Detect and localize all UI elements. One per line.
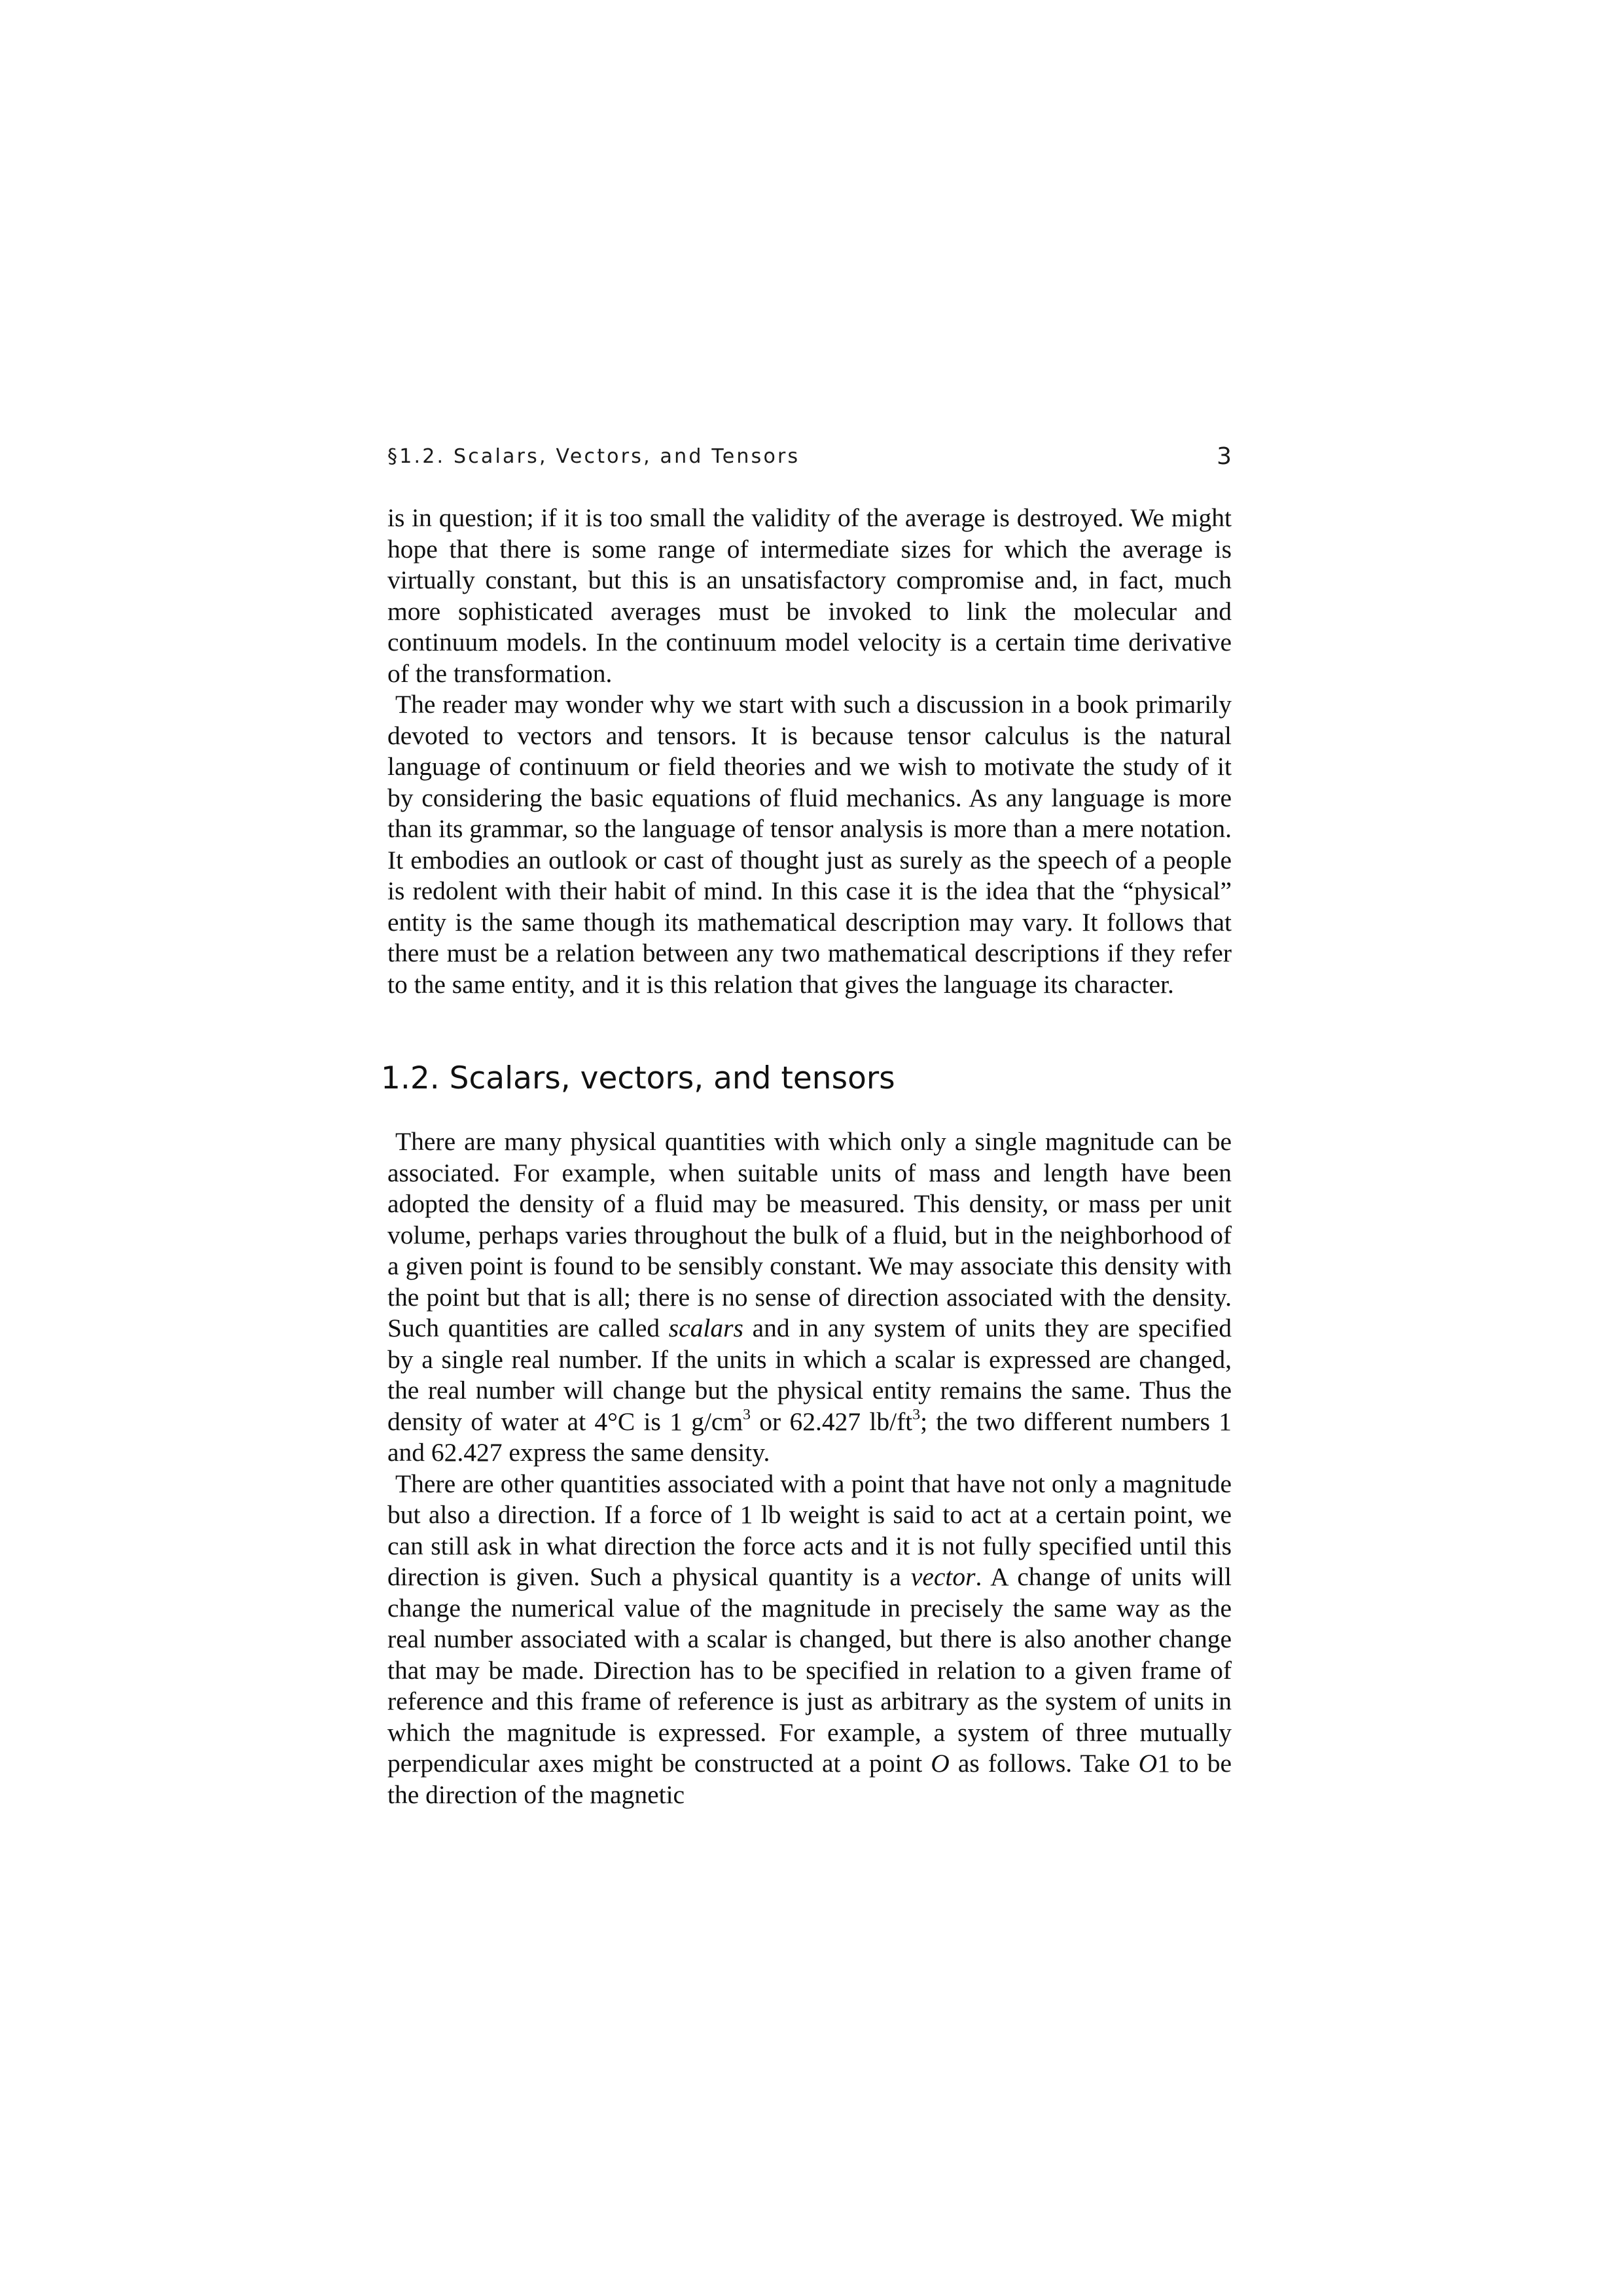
scalars-term: scalars [668, 1314, 743, 1342]
scalars-text-d: ; the two different numbers 1 and 62.427 express the same density. [387, 1407, 1232, 1467]
vector-term: vector [910, 1562, 976, 1591]
vectors-text-a: There are other quantities associated with a point that have not only a magnitude but also a direction. If a force of 1 lb weight is said to act at a certain point, we can still ask in what direction the force acts and it is not fully specified until this direction is given. Such a physical quantity is a [387, 1469, 1232, 1591]
ft-exponent: 3 [912, 1405, 921, 1423]
page-number: 3 [1217, 443, 1232, 470]
paragraph-vectors [387, 1469, 1232, 1811]
point-o-symbol: O [931, 1749, 950, 1778]
vectors-text-b: . A change of units will change the numerical value of the magnitude in precisely the same way as the real number associated with a scalar is changed, but there is also another change that may be made. Direction has to be specified in relation to a given frame of reference and this frame of reference is just as arbitrary as the system of units in which the magnitude is expressed. For example, a system of three mutually perpendicular axes might be constructed at a point [387, 1562, 1232, 1778]
cm-exponent: 3 [743, 1405, 751, 1423]
vectors-text-d: 1 to be the direction of the magnetic [387, 1749, 1232, 1809]
section-heading: 1.2. Scalars, vectors, and tensors [381, 1060, 895, 1096]
paragraph-tensor-language: The reader may wonder why we start with such a discussion in a book primarily devoted to vectors and tensors. It is because tensor calculus is the natural language of continuum or field theories and we wish to motivate the study of it by considering the basic equations of fluid mechanics. As any language is more than its grammar, so the language of tensor analysis is more than a mere notation. It embodies an outlook or cast of thought just as surely as the speech of a people is redolent with their habit of mind. In this case it is the idea that the “physical” entity is the same though its mathematical description may vary. It follows that there must be a relation between any two mathematical descriptions if they refer to the same entity, and it is this relation that gives the language its character. [387, 690, 1232, 999]
scalars-text-a: There are many physical quantities with which only a single magnitude can be associated. For example, when suitable units of mass and length have been adopted the density of a fluid may be measured. This density, or mass per unit volume, perhaps varies throughout the bulk of a fluid, but in the neighborhood of a given point is found to be sensibly constant. We may associate this density with the point but that is all; there is no sense of direction associated with the density. Such quantities are called [387, 1127, 1232, 1342]
paragraph-continuation: is in question; if it is too small the validity of the average is destroyed. We might hope that there is some range of intermediate sizes for which the average is virtually constant, but this is an unsatisfactory compromise and, in fact, much more sophisticated averages must be invoked to link the molecular and continuum models. In the continuum model velocity is a certain time derivative of the transformation. [387, 503, 1232, 688]
intro-text-block [387, 503, 1232, 1000]
running-head-title: §1.2. Scalars, Vectors, and Tensors [387, 445, 800, 468]
paragraph-scalars [387, 1126, 1232, 1469]
running-head [387, 437, 1232, 476]
axis-o-symbol: O [1138, 1749, 1158, 1778]
scalars-text-c: or 62.427 lb/ft [751, 1407, 913, 1436]
section-text-block [387, 1126, 1232, 1810]
scalars-text-b: and in any system of units they are specified by a single real number. If the units in which a scalar is expressed are changed, the real number will change but the physical entity remains the same. Thus the density of water at 4°C is 1 g/cm [387, 1314, 1232, 1436]
vectors-text-c: as follows. Take [949, 1749, 1139, 1778]
